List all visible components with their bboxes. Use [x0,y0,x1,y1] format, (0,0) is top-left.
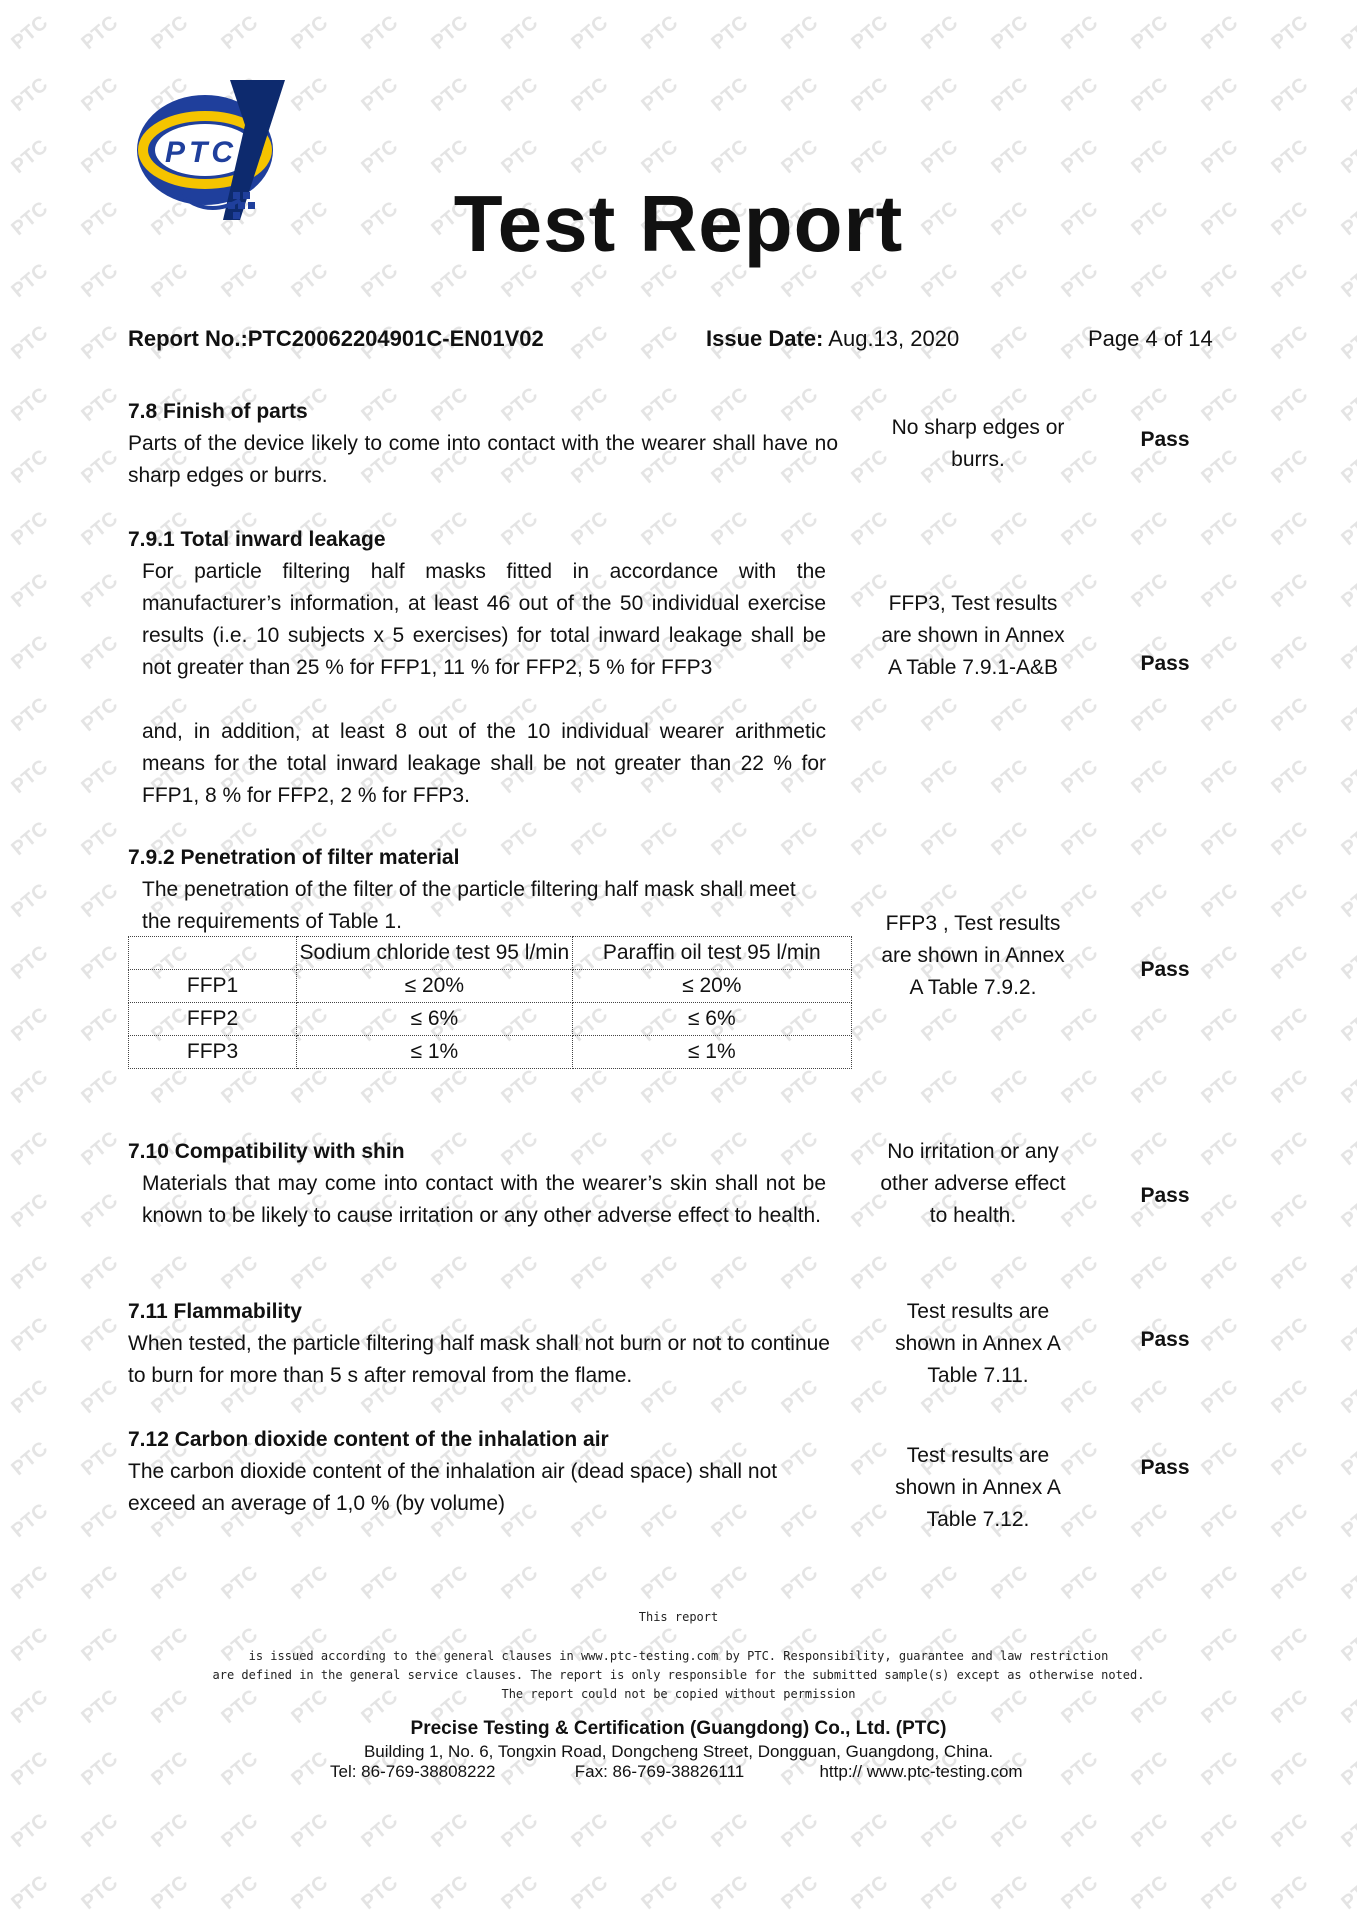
footer-note: This report [638,1610,719,1624]
table-cell: FFP1 [129,970,297,1003]
verdict-7-11: Pass [1140,1328,1190,1351]
report-number: Report No.:PTC20062204901C-EN01V02 [128,326,544,351]
table-cell: FFP2 [129,1003,297,1036]
table-cell: ≤ 1% [572,1036,851,1069]
section-text: When tested, the particle filtering half mask shall not burn or not to continue to burn for more than 5 s after removal from the flame. [128,1332,830,1387]
table-cell: ≤ 6% [572,1003,851,1036]
table-row [129,1003,852,1036]
table-cell: ≤ 20% [572,970,851,1003]
table-row [129,1036,852,1069]
table-row [129,970,852,1003]
section-heading: 7.9.2 Penetration of filter material [128,846,460,869]
result-7-11: Test results are shown in Annex A Table 7.11. [895,1300,1061,1387]
issue-date: Issue Date: Aug.13, 2020 [706,326,960,351]
section-7-8 [128,396,838,492]
section-heading: 7.8 Finish of parts [128,400,308,423]
verdict-7-12: Pass [1140,1456,1190,1479]
section-text: Materials that may come into contact with the wearer’s skin shall not be known to be likely to cause irritation or any other adverse effect to health. [142,1172,826,1227]
footer-note: The report could not be copied without permission [501,1687,856,1701]
table-cell: ≤ 1% [297,1036,572,1069]
footer-website-link[interactable]: http:// www.ptc-testing.com [819,1762,1023,1781]
table-cell [129,937,297,970]
result-7-9-2: FFP3 , Test results are shown in Annex A Table 7.9.2. [881,912,1065,999]
section-heading: 7.11 Flammability [128,1300,302,1323]
verdict-7-9-1: Pass [1140,652,1190,675]
result-7-12: Test results are shown in Annex A Table 7.12. [895,1444,1061,1531]
footer-fax: Fax: 86-769-38826111 [574,1762,745,1781]
footer-note: is issued according to the general clauses in www.ptc-testing.com by PTC. Responsibility, guarantee and law restriction [248,1649,1109,1663]
table-header-row [129,937,852,970]
section-7-10 [128,1136,838,1232]
page-title: Test Report [453,179,904,268]
result-7-8: No sharp edges or burrs. [891,416,1065,471]
footer-note: are defined in the general service clauses. The report is only responsible for the submitted sample(s) except as otherwise noted. [212,1668,1145,1682]
table-cell: FFP3 [129,1036,297,1069]
footer-address: Building 1, No. 6, Tongxin Road, Dongcheng Street, Dongguan, Guangdong, China. [363,1742,994,1761]
section-7-11 [128,1296,838,1392]
section-7-12 [128,1424,838,1520]
verdict-7-8: Pass [1140,428,1190,451]
footer-contact [330,1762,1023,1782]
result-7-9-1: FFP3, Test results are shown in Annex A Table 7.9.1-A&B [881,592,1065,679]
footer-tel: Tel: 86-769-38808222 [330,1762,496,1781]
table-cell: ≤ 20% [297,970,572,1003]
section-text: The penetration of the filter of the particle filtering half mask shall meet the requirements of Table 1. [142,878,796,933]
table-cell: ≤ 6% [297,1003,572,1036]
verdict-7-9-2: Pass [1140,958,1190,981]
table-header-cell: Sodium chloride test 95 l/min [297,937,572,970]
section-heading: 7.10 Compatibility with shin [128,1140,405,1163]
section-7-9-2 [128,842,838,938]
section-heading: 7.9.1 Total inward leakage [128,528,386,551]
logo-text: PTC [165,136,237,169]
section-heading: 7.12 Carbon dioxide content of the inhalation air [128,1428,609,1451]
result-7-10: No irritation or any other adverse effect to health. [880,1140,1066,1227]
section-7-9-1 [128,524,838,812]
section-text: The carbon dioxide content of the inhalation air (dead space) shall not exceed an average of 1,0 % (by volume) [128,1460,778,1515]
requirements-table [128,936,852,1069]
section-text: and, in addition, at least 8 out of the 10 individual wearer arithmetic means for the total inward leakage shall be not greater than 22 % for FFP1, 8 % for FFP2, 2 % for FFP3. [142,720,826,807]
verdict-7-10: Pass [1140,1184,1190,1207]
page-number: Page 4 of 14 [1088,326,1213,351]
footer-company: Precise Testing & Certification (Guangdong) Co., Ltd. (PTC) [410,1718,947,1739]
table-header-cell: Paraffin oil test 95 l/min [572,937,851,970]
section-text: Parts of the device likely to come into contact with the wearer shall have no sharp edges or burrs. [128,432,838,487]
section-text: For particle filtering half masks fitted in accordance with the manufacturer’s information, at least 46 out of the 50 individual exercise results (i.e. 10 subjects x 5 exercises) for total inward leakage shall be not greater than 25 % for FFP1, 11 % for FFP2, 5 % for FFP3 [142,560,826,679]
